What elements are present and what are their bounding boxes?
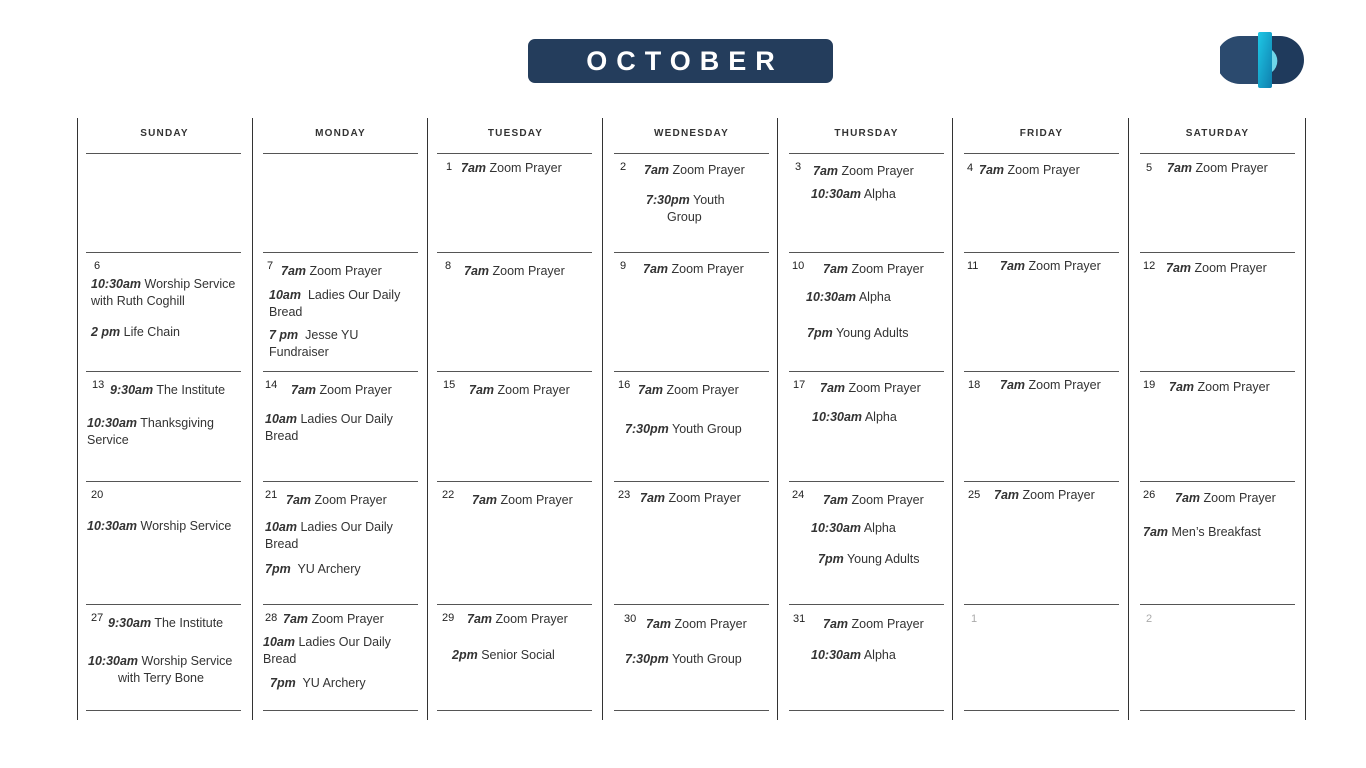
event: 7am Zoom Prayer: [640, 491, 741, 505]
event: 10am Ladies Our Daily: [269, 288, 401, 302]
day-number: 9: [620, 260, 627, 272]
day-number: 21: [265, 489, 278, 501]
event-detail: Group: [667, 210, 702, 224]
day-cell[interactable]: [789, 608, 949, 708]
logo-icon: [1220, 30, 1310, 92]
day-number: 19: [1143, 379, 1156, 391]
event: 7am Zoom Prayer: [467, 612, 568, 626]
event: 10:30am Worship Service: [88, 654, 233, 668]
column-friday: [954, 118, 1129, 720]
day-cell[interactable]: [964, 256, 1124, 368]
event-detail: with Ruth Coghill: [91, 294, 185, 308]
event: 10am Ladies Our Daily: [265, 412, 393, 426]
event: 7am Zoom Prayer: [281, 264, 382, 278]
day-cell[interactable]: [964, 375, 1124, 477]
event: 7am Zoom Prayer: [472, 493, 573, 507]
event: 7am Zoom Prayer: [643, 262, 744, 276]
event: 10am Ladies Our Daily: [263, 635, 391, 649]
day-header-tuesday: TUESDAY: [487, 128, 544, 139]
day-number: 29: [442, 612, 455, 624]
day-number: 18: [968, 379, 981, 391]
day-number: 14: [265, 379, 278, 391]
event: 7 pm Jesse YU: [269, 328, 359, 342]
day-cell[interactable]: [437, 375, 597, 477]
event: 9:30am The Institute: [110, 383, 226, 397]
day-number: 20: [91, 489, 104, 501]
day-number: 26: [1143, 489, 1156, 501]
calendar-grid: [77, 118, 1306, 720]
day-number: 22: [442, 489, 455, 501]
event: 7pm Young Adults: [807, 326, 909, 340]
day-header-monday: MONDAY: [315, 128, 366, 139]
day-number: 15: [443, 379, 456, 391]
day-cell[interactable]: [437, 256, 597, 368]
day-cell[interactable]: [614, 256, 774, 368]
day-cell[interactable]: [614, 485, 774, 600]
day-cell[interactable]: [263, 485, 423, 600]
day-number: 1: [446, 161, 453, 173]
event: 7pm Young Adults: [818, 552, 920, 566]
event: 7am Zoom Prayer: [994, 488, 1095, 502]
day-number: 16: [618, 379, 631, 391]
day-header-friday: FRIDAY: [1019, 128, 1064, 139]
day-cell[interactable]: [87, 256, 247, 368]
event-detail: with Terry Bone: [118, 671, 204, 685]
day-number: 24: [792, 489, 805, 501]
day-cell[interactable]: [789, 256, 949, 368]
event-detail: Bread: [265, 537, 299, 551]
day-cell[interactable]: [614, 608, 774, 708]
day-number: 13: [92, 379, 105, 391]
event: 7am Zoom Prayer: [823, 262, 924, 276]
event: 7:30pm Youth Group: [625, 652, 742, 666]
event: 7:30pm Youth Group: [625, 422, 742, 436]
event: 10:30am Alpha: [811, 521, 896, 535]
event-detail: Bread: [269, 305, 303, 319]
day-cell[interactable]: [1140, 485, 1300, 600]
day-cell[interactable]: [263, 375, 423, 477]
day-cell[interactable]: [437, 157, 597, 249]
day-number: 10: [792, 260, 805, 272]
month-title: OCTOBER: [528, 39, 833, 83]
day-number: 4: [967, 162, 974, 174]
day-cell[interactable]: [964, 608, 1124, 708]
day-cell[interactable]: [1140, 256, 1300, 368]
day-number: 17: [793, 379, 806, 391]
day-cell[interactable]: [1140, 375, 1300, 477]
day-number: 2: [620, 161, 627, 173]
day-number: 12: [1143, 260, 1156, 272]
event: 10:30am Worship Service: [87, 519, 232, 533]
day-number-next-month: 1: [971, 613, 978, 625]
day-cell[interactable]: [614, 157, 774, 249]
event: 7am Zoom Prayer: [1000, 259, 1101, 273]
day-header-saturday: SATURDAY: [1185, 128, 1250, 139]
event: 7am Zoom Prayer: [820, 381, 921, 395]
day-cell[interactable]: [964, 485, 1124, 600]
column-wednesday: [604, 118, 779, 720]
column-monday: [253, 118, 428, 720]
day-number: 25: [968, 489, 981, 501]
day-number: 23: [618, 489, 631, 501]
day-cell[interactable]: [87, 485, 247, 600]
day-header-wednesday: WEDNESDAY: [654, 128, 729, 139]
event: 7am Zoom Prayer: [1175, 491, 1276, 505]
event: 7am Zoom Prayer: [813, 164, 914, 178]
event: 7am Zoom Prayer: [283, 612, 384, 626]
day-cell[interactable]: [87, 608, 247, 708]
day-header-thursday: THURSDAY: [834, 128, 899, 139]
event: 7am Zoom Prayer: [469, 383, 570, 397]
event: 10:30am Thanksgiving: [87, 416, 214, 430]
event: 7am Zoom Prayer: [638, 383, 739, 397]
event: 7am Men’s Breakfast: [1143, 525, 1261, 539]
event-detail: Service: [87, 433, 129, 447]
event: 7pm YU Archery: [265, 562, 361, 576]
day-number: 3: [795, 161, 802, 173]
event: 2pm Senior Social: [452, 648, 555, 662]
column-saturday: [1130, 118, 1305, 720]
event: 10:30am Alpha: [811, 187, 896, 201]
day-cell[interactable]: [263, 608, 423, 708]
event: 7am Zoom Prayer: [461, 161, 562, 175]
event: 7am Zoom Prayer: [979, 163, 1080, 177]
day-header-sunday: SUNDAY: [140, 128, 189, 139]
event: 7am Zoom Prayer: [646, 617, 747, 631]
day-cell[interactable]: [789, 375, 949, 477]
event: 7pm YU Archery: [270, 676, 366, 690]
day-cell[interactable]: [437, 608, 597, 708]
day-cell[interactable]: [1140, 157, 1300, 249]
event: 7am Zoom Prayer: [1167, 161, 1268, 175]
event: 7am Zoom Prayer: [1166, 261, 1267, 275]
event: 10:30am Worship Service: [91, 277, 236, 291]
event: 10:30am Alpha: [811, 648, 896, 662]
event: 2 pm Life Chain: [91, 325, 180, 339]
day-number: 5: [1146, 162, 1153, 174]
day-number: 30: [624, 613, 637, 625]
day-number: 28: [265, 612, 278, 624]
day-cell[interactable]: [789, 485, 949, 600]
event: 7am Zoom Prayer: [644, 163, 745, 177]
day-number: 8: [445, 260, 452, 272]
event: 10am Ladies Our Daily: [265, 520, 393, 534]
event: 9:30am The Institute: [108, 616, 224, 630]
event: 7am Zoom Prayer: [823, 493, 924, 507]
day-cell[interactable]: [87, 375, 247, 477]
event: 7am Zoom Prayer: [286, 493, 387, 507]
day-cell[interactable]: [437, 485, 597, 600]
event: 7am Zoom Prayer: [823, 617, 924, 631]
day-number: 7: [267, 260, 274, 272]
event-detail: Bread: [265, 429, 299, 443]
column-sunday: [77, 118, 252, 720]
day-cell[interactable]: [964, 157, 1124, 249]
event: 10:30am Alpha: [812, 410, 897, 424]
event: 7am Zoom Prayer: [1169, 380, 1270, 394]
day-cell[interactable]: [1140, 608, 1300, 708]
day-number-next-month: 2: [1146, 613, 1153, 625]
event: 10:30am Alpha: [806, 290, 891, 304]
day-cell[interactable]: [263, 256, 423, 368]
day-cell[interactable]: [789, 157, 949, 249]
event-detail: Bread: [263, 652, 297, 666]
event-detail: Fundraiser: [269, 345, 329, 359]
event: 7am Zoom Prayer: [291, 383, 392, 397]
grid-line: [1305, 118, 1306, 720]
event: 7am Zoom Prayer: [464, 264, 565, 278]
day-number: 31: [793, 613, 806, 625]
event: 7am Zoom Prayer: [1000, 378, 1101, 392]
column-thursday: [779, 118, 954, 720]
day-number: 6: [94, 260, 101, 272]
day-number: 27: [91, 612, 104, 624]
day-number: 11: [967, 260, 979, 272]
column-tuesday: [428, 118, 603, 720]
day-cell[interactable]: [614, 375, 774, 477]
event: 7:30pm Youth: [646, 193, 725, 207]
